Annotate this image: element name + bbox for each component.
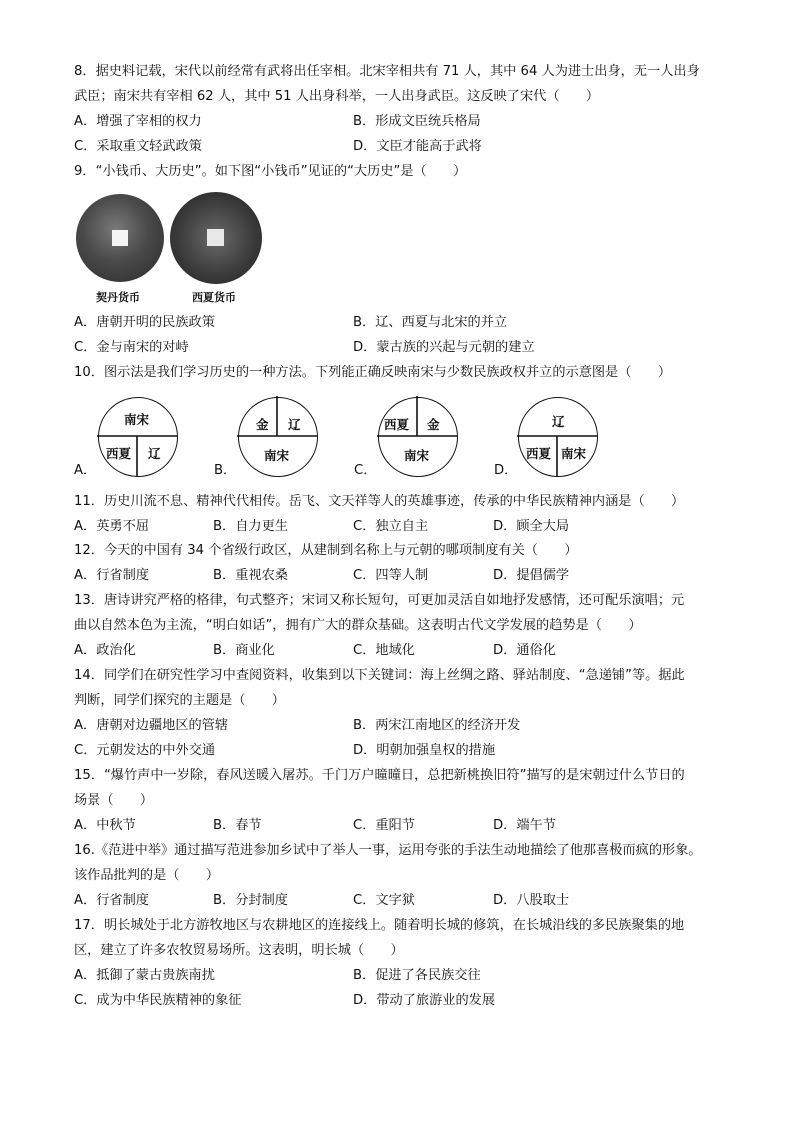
q10-diagram-c (378, 397, 458, 477)
q12-option-a: A．行省制度 (74, 568, 149, 583)
q11-stem: 11．历史川流不息、精神代代相传。岳飞、文天祥等人的英雄事迹，传承的中华民族精神内涵是（ ） (74, 494, 685, 509)
diagram-b-region-bottom: 南宋 (264, 448, 290, 463)
q8-stem-line1: 8．据史料记载，宋代以前经常有武将出任宰相。北宋宰相共有 71 人，其中 64 人为进士出身，无一人出身 (74, 64, 700, 79)
q8-option-d: D．文臣才能高于武将 (353, 139, 482, 154)
diagram-c-region-bottom: 南宋 (404, 448, 430, 463)
western-xia-coin-image (170, 192, 262, 284)
q15-option-c: C．重阳节 (353, 818, 415, 833)
q13-option-c: C．地域化 (353, 643, 415, 658)
q14-stem-line1: 14．同学们在研究性学习中查阅资料，收集到以下关键词：海上丝绸之路、驿站制度、“急递铺”等。据此 (74, 668, 685, 683)
q10-option-b-label: B． (214, 463, 237, 478)
q10-stem: 10．图示法是我们学习历史的一种方法。下列能正确反映南宋与少数民族政权并立的示意图是（ ） (74, 365, 672, 380)
q17-stem-line1: 17．明长城处于北方游牧地区与农耕地区的连接线上。随着明长城的修筑，在长城沿线的多民族聚集的地 (74, 918, 685, 933)
q8-option-a: A．增强了宰相的权力 (74, 114, 202, 129)
diagram-a-dividers (97, 396, 177, 476)
q9-option-c: C．金与南宋的对峙 (74, 340, 189, 355)
q14-option-b: B．两宋江南地区的经济开发 (353, 718, 521, 733)
q10-diagram-b (238, 397, 318, 477)
diagram-b-region-top-right: 辽 (288, 417, 301, 432)
q11-option-b: B．自力更生 (213, 519, 288, 534)
q9-stem: 9．“小钱币、大历史”。如下图“小钱币”见证的“大历史”是（ ） (74, 164, 467, 179)
q16-option-a: A．行省制度 (74, 893, 149, 908)
q17-option-b: B．促进了各民族交往 (353, 968, 481, 983)
q12-option-b: B．重视农桑 (213, 568, 288, 583)
q8-stem-line2: 武臣；南宋共有宰相 62 人，其中 51 人出身科举，一人出身武臣。这反映了宋代（ ） (74, 89, 600, 104)
q14-option-d: D．明朝加强皇权的措施 (353, 743, 496, 758)
diagram-a-region-top: 南宋 (124, 412, 150, 427)
q13-option-d: D．通俗化 (493, 643, 556, 658)
diagram-c-region-top-right: 金 (427, 417, 440, 432)
q12-stem: 12．今天的中国有 34 个省级行政区，从建制到名称上与元朝的哪项制度有关（ ） (74, 543, 578, 558)
q12-option-c: C．四等人制 (353, 568, 429, 583)
q17-option-d: D．带动了旅游业的发展 (353, 993, 496, 1008)
diagram-c-region-top-left: 西夏 (384, 417, 410, 432)
q15-stem-line2: 场景（ ） (74, 793, 154, 808)
coin-figure (74, 192, 266, 308)
q16-stem-line1: 16.《范进中举》通过描写范进参加乡试中了举人一事，运用夸张的手法生动地描绘了他那喜极而疯的形象。 (74, 843, 702, 858)
q10-diagram-a (98, 397, 178, 477)
q11-option-a: A．英勇不屈 (74, 519, 149, 534)
q17-option-c: C．成为中华民族精神的象征 (74, 993, 242, 1008)
q8-option-c: C．采取重文轻武政策 (74, 139, 202, 154)
q13-option-a: A．政治化 (74, 643, 136, 658)
q15-stem-line1: 15．“爆竹声中一岁除，春风送暖入屠苏。千门万户曈曈日，总把新桃换旧符”描写的是宋朝过什么节日的 (74, 768, 685, 783)
diagram-a-region-bottom-left: 西夏 (106, 446, 132, 461)
q10-option-d-label: D． (494, 463, 518, 478)
q16-stem-line2: 该作品批判的是（ ） (74, 868, 220, 883)
diagram-d-region-bottom-left: 西夏 (526, 446, 552, 461)
khitan-coin-caption: 契丹货币 (96, 291, 140, 304)
q16-option-b: B．分封制度 (213, 893, 288, 908)
q13-stem-line1: 13．唐诗讲究严格的格律，句式整齐；宋词又称长短句，可更加灵活自如地抒发感情，还可配乐演唱；元 (74, 593, 685, 608)
q15-option-a: A．中秋节 (74, 818, 136, 833)
diagram-a-region-bottom-right: 辽 (148, 446, 161, 461)
q17-option-a: A．抵御了蒙古贵族南扰 (74, 968, 215, 983)
diagram-b-dividers (237, 396, 317, 476)
q13-stem-line2: 曲以自然本色为主流，“明白如话”，拥有广大的群众基础。这表明古代文学发展的趋势是（ ） (74, 618, 642, 633)
q15-option-d: D．端午节 (493, 818, 556, 833)
q17-stem-line2: 区，建立了许多农牧贸易场所。这表明，明长城（ ） (74, 943, 404, 958)
q10-option-a-label: A． (74, 463, 97, 478)
q14-option-c: C．元朝发达的中外交通 (74, 743, 216, 758)
diagram-d-region-top: 辽 (552, 414, 565, 429)
q9-option-d: D．蒙古族的兴起与元朝的建立 (353, 340, 535, 355)
q14-stem-line2: 判断，同学们探究的主题是（ ） (74, 693, 285, 708)
q9-option-b: B．辽、西夏与北宋的并立 (353, 315, 508, 330)
diagram-d-dividers (517, 396, 597, 476)
q16-option-d: D．八股取士 (493, 893, 570, 908)
q12-option-d: D．提倡儒学 (493, 568, 570, 583)
q16-option-c: C．文字狱 (353, 893, 415, 908)
q13-option-b: B．商业化 (213, 643, 275, 658)
q9-option-a: A．唐朝开明的民族政策 (74, 315, 215, 330)
q11-option-c: C．独立自主 (353, 519, 429, 534)
q10-option-c-label: C． (354, 463, 377, 478)
diagram-b-region-top-left: 金 (256, 417, 269, 432)
khitan-coin-image (76, 194, 164, 282)
q10-diagram-d (518, 397, 598, 477)
western-xia-coin-caption: 西夏货币 (192, 291, 236, 304)
q14-option-a: A．唐朝对边疆地区的管辖 (74, 718, 229, 733)
diagram-d-region-bottom-right: 南宋 (561, 446, 587, 461)
q11-option-d: D．顾全大局 (493, 519, 570, 534)
q15-option-b: B．春节 (213, 818, 262, 833)
diagram-c-dividers (377, 396, 457, 476)
q8-option-b: B．形成文臣统兵格局 (353, 114, 481, 129)
